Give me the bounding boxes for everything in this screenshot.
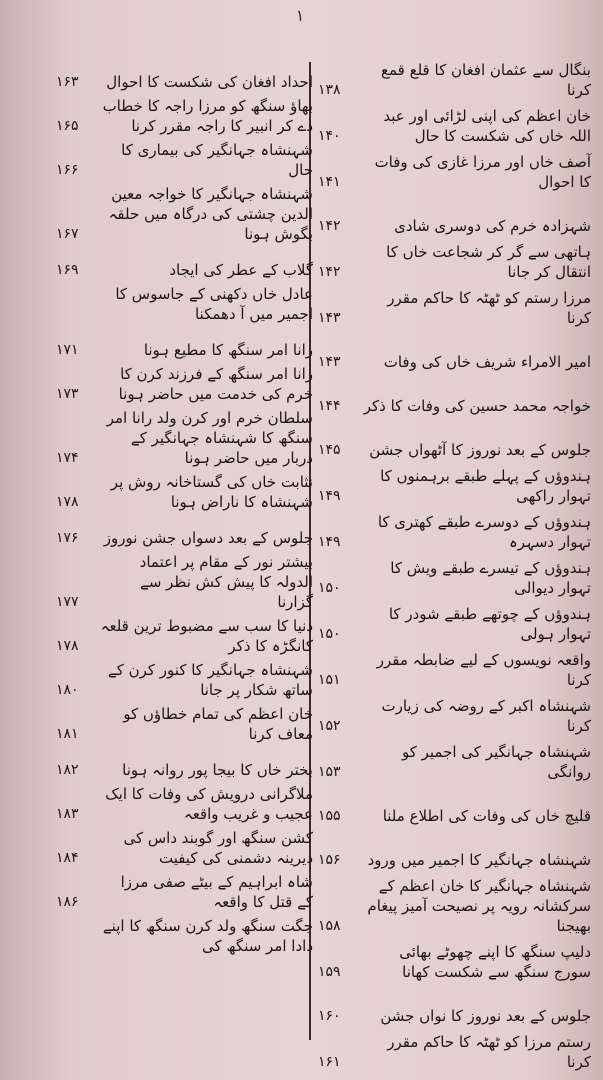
toc-entry-title: شہنشاہ جہانگیر کا خواجہ معین الدین چشتی کی درگاہ میں حلقہ بگوش ہونا [108,185,313,243]
toc-left-column [56,60,313,1060]
toc-entry [318,422,591,460]
toc-entry-title: جلوس کے بعد نوروز کا آٹھواں جشن [369,441,591,459]
toc-entry-title: ملاگرانی درویش کی وفات کا ایک عجیب و غریب واقعہ [105,785,313,823]
toc-entry [318,604,591,644]
toc-entry-page: ۱۴۹ [318,488,341,504]
toc-entry-title: ہندوؤں کے پہلے طبقے برہمنوں کا تہوار راکھی [380,467,591,505]
toc-entry [318,742,591,782]
toc-entry-title: سلطان خرم اور کرن ولد رانا امر سنگھ کا شہنشاہ جہانگیر کے دربار میں حاضر ہونا [106,409,313,467]
toc-entry [318,650,591,690]
toc-entry [56,748,313,780]
toc-entry [56,140,313,180]
toc-entry-title: جلوس کے بعد نوروز کا نواں جشن [380,1007,591,1025]
toc-entry-page: ۱۳۸ [318,82,341,98]
toc-entry-page: ۱۸۳ [56,806,79,822]
toc-entry-page: ۱۵۶ [318,852,341,868]
toc-entry [318,198,591,236]
toc-entry [56,552,313,612]
toc-entry [318,106,591,146]
toc-entry [318,876,591,936]
toc-entry-page: ۱۵۰ [318,580,341,596]
toc-entry-page: ۱۷۸ [56,494,79,510]
toc-entry [56,284,313,324]
toc-entry [56,828,313,868]
toc-entry [56,660,313,700]
toc-entry [318,60,591,100]
toc-entry-page: ۱۸۲ [56,762,79,778]
toc-entry [318,152,591,192]
toc-entry-title: مرزا رستم کو ٹھٹہ کا حاکم مقرر کرنا [387,289,591,327]
toc-entry-title: ہندوؤں کے چوتھے طبقے شودر کا تہوار ہولی [388,605,591,643]
page-number: ۱ [295,6,305,25]
toc-entry-title: ہندوؤں کے دوسرے طبقے کھتری کا تہوار دسہرہ [377,513,591,551]
toc-entry [318,378,591,416]
toc-entry-title: امیر الامراء شریف خاں کی وفات [383,353,591,371]
toc-entry-page: ۱۶۱ [318,1054,341,1070]
toc-entry-page: ۱۴۰ [318,128,341,144]
toc-entry [318,696,591,736]
toc-entry [56,704,313,744]
toc-entry [318,788,591,826]
toc-entry-title: شہزادہ خرم کی دوسری شادی [394,217,591,235]
toc-entry-page: ۱۴۳ [318,354,341,370]
toc-entry-title: گلاب کے عطر کی ایجاد [169,261,313,279]
toc-entry-page: ۱۷۴ [56,450,79,466]
toc-right-column [318,60,591,1071]
toc-entry [56,872,313,912]
toc-entry-title: خان اعظم کی اپنی لڑائی اور عبد اللہ خاں کی شکست کا حال [383,107,591,145]
toc-entry-page: ۱۴۵ [318,442,341,458]
toc-entry-page: ۱۶۶ [56,162,79,178]
toc-entry [318,942,591,982]
toc-entry-page: ۱۶۹ [56,262,79,278]
toc-entry-page: ۱۷۳ [56,386,79,402]
toc-entry-title: رستم مرزا کو ٹھٹہ کا حاکم مقرر کرنا [387,1033,591,1071]
toc-entry-title: قلیچ خاں کی وفات کی اطلاع ملنا [382,807,591,825]
toc-entry-page: ۱۶۷ [56,226,79,242]
toc-entry-title: شہنشاہ جہانگیر کی اجمیر کو روانگی [401,743,591,781]
toc-entry-page: ۱۴۲ [318,264,341,280]
toc-entry-title: احداد افغان کی شکست کا احوال [106,73,313,91]
toc-entry [56,616,313,656]
toc-entry-title: شہنشاہ جہانگیر کا خان اعظم کے سرکشانہ رویہ پر نصیحت آمیز پیغام بھیجنا [367,877,591,935]
toc-entry [56,96,313,136]
toc-entry-page: ۱۵۹ [318,964,341,980]
toc-entry-title: شہنشاہ اکبر کے روضہ کی زیارت کرنا [381,697,591,735]
toc-entry-page: ۱۵۵ [318,808,341,824]
toc-entry-page: ۱۸۱ [56,726,79,742]
toc-entry [56,184,313,244]
toc-entry [318,1032,591,1072]
toc-entry [318,512,591,552]
toc-entry-title: رانا امر سنگھ کے فرزند کرن کا خرم کی خدمت میں حاضر ہونا [118,365,313,403]
toc-entry-title: کشن سنگھ اور گوبند داس کی دیرینہ دشمنی کی کیفیت [123,829,313,867]
toc-entry-page: ۱۵۳ [318,764,341,780]
toc-entry-page: ۱۴۹ [318,534,341,550]
toc-entry [56,408,313,468]
toc-entry-page: ۱۸۴ [56,850,79,866]
toc-entry-page: ۱۴۲ [318,218,341,234]
toc-entry [318,988,591,1026]
toc-entry-page: ۱۸۰ [56,682,79,698]
toc-entry-page: ۱۴۱ [318,174,341,190]
toc-entry-title: بیشتر نور کے مقام پر اعتماد الدولہ کا پیش کش نظر سے گزارنا [139,553,313,611]
toc-entry-page: ۱۸۶ [56,894,79,910]
toc-entry [318,466,591,506]
toc-entry-title: جلوس کے بعد دسواں جشن نوروز [103,529,313,547]
toc-entry-title: خان اعظم کی تمام خطاؤں کو معاف کرنا [123,705,313,743]
toc-entry-title: آصف خاں اور مرزا غازی کی وفات کا احوال [374,153,591,191]
toc-entry-title: شہنشاہ جہانگیر کا اجمیر میں ورود [367,851,591,869]
toc-entry-page: ۱۶۵ [56,118,79,134]
toc-entry [318,242,591,282]
toc-entry-title: رانا امر سنگھ کا مطیع ہونا [143,341,313,359]
toc-entry [56,364,313,404]
toc-entry-page: ۱۶۰ [318,1008,341,1024]
toc-entry [318,334,591,372]
toc-entry [56,472,313,512]
toc-entry-title: شہنشاہ جہانگیر کی بیماری کا حال [121,141,313,179]
toc-entry-title: عادل خاں دکھنی کے جاسوس کا اجمیر میں آ دھمکنا [115,285,313,323]
toc-entry-page: ۱۵۰ [318,626,341,642]
toc-entry [318,558,591,598]
toc-entry [318,832,591,870]
toc-entry-title: بنگال سے عثمان افغان کا قلع قمع کرنا [381,61,591,99]
toc-entry-page: ۱۷۱ [56,342,79,358]
toc-entry-page: ۱۵۱ [318,672,341,688]
toc-entry-page: ۱۴۳ [318,310,341,326]
toc-entry [56,60,313,92]
toc-entry-title: شاہ ابراہیم کے بیٹے صفی مرزا کے قتل کا واقعہ [120,873,313,911]
toc-entry-page: ۱۵۲ [318,718,341,734]
toc-entry-title: دلیپ سنگھ کا اپنے چھوٹے بھائی سورج سنگھ سے شکست کھانا [399,943,591,981]
toc-entry-page: ۱۵۸ [318,918,341,934]
toc-entry-title: بھاؤ سنگھ کو مرزا راجہ کا خطاب دے کر انبیر کا راجہ مقرر کرنا [102,97,313,135]
toc-entry [56,248,313,280]
toc-entry-title: نثابت خاں کی گستاخانہ روش پر شہنشاہ کا ناراض ہونا [110,473,313,511]
toc-entry-page: ۱۷۶ [56,530,79,546]
toc-entry [56,784,313,824]
toc-entry-title: جگت سنگھ ولد کرن سنگھ کا اپنے دادا امر سنگھ کی [102,917,313,955]
toc-entry [56,328,313,360]
toc-entry-page: ۱۷۸ [56,638,79,654]
toc-entry-title: دنیا کا سب سے مضبوط ترین قلعہ کانگڑہ کا ذکر [100,617,313,655]
toc-entry-title: بختر خاں کا بیجا پور روانہ ہونا [122,761,313,779]
toc-entry-title: ہاتھی سے گر کر شجاعت خاں کا انتقال کر جانا [386,243,591,281]
toc-entry-title: خواجہ محمد حسین کی وفات کا ذکر [363,397,591,415]
toc-entry [56,516,313,548]
toc-entry [318,288,591,328]
toc-entry-page: ۱۶۳ [56,74,79,90]
toc-entry-page: ۱۴۴ [318,398,341,414]
toc-entry-page: ۱۷۷ [56,594,79,610]
toc-entry-title: شہنشاہ جہانگیر کا کنور کرن کے ساتھ شکار پر جانا [107,661,313,699]
toc-entry [56,916,313,956]
toc-entry-title: واقعہ نویسوں کے لیے ضابطہ مقرر کرنا [376,651,591,689]
toc-entry-title: ہندوؤں کے تیسرے طبقے ویش کا تہوار دیوالی [390,559,591,597]
